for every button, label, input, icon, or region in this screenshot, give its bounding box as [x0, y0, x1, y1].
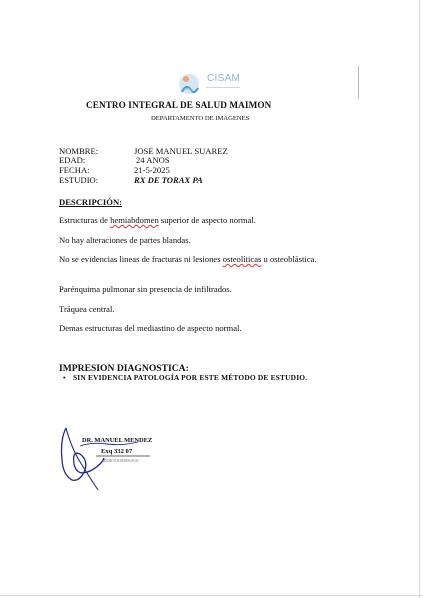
misspelled-word: osteolíticas [222, 254, 262, 264]
bullet-icon: • [63, 373, 66, 382]
logo-underline [206, 87, 240, 90]
text-run: superior de aspecto normal. [158, 215, 256, 225]
description-title: DESCRIPCIÓN: [59, 197, 123, 207]
description-paragraph-3 [59, 254, 339, 264]
study-label: ESTUDIO: [59, 175, 99, 185]
logo-text: CISAM [207, 73, 241, 84]
impression-item [63, 373, 308, 382]
misspelled-word: hemiabdomen [110, 215, 159, 225]
description-paragraph-6: Demas estructuras del mediastino de aspecto normal. [59, 323, 242, 333]
department-name: DEPARTAMENTO DE IMAGENES [151, 115, 250, 122]
date-label: FECHA: [59, 165, 90, 175]
page-edge-bottom [0, 595, 423, 596]
page-edge-right [419, 0, 420, 598]
margin-marker [358, 66, 359, 99]
cisam-logo [176, 70, 246, 102]
study-value: RX DE TORAX PA [134, 175, 203, 185]
logo-emblem-icon [176, 70, 206, 98]
age-value: 24 ANOS [136, 155, 170, 165]
description-paragraph-2: No hay alteraciones de partes blandas. [59, 235, 191, 245]
description-paragraph-1 [59, 215, 339, 225]
description-paragraph-5: Tráquea central. [59, 304, 115, 314]
impression-title: IMPRESION DIAGNOSTICA: [59, 363, 189, 374]
doctor-id: Exq 332 07 [101, 448, 133, 455]
doctor-role: MEDICO RADIOLOGO [102, 459, 139, 463]
name-value: JOSE MANUEL SUAREZ [134, 146, 228, 156]
signature-block [52, 420, 172, 495]
age-label: EDAD: [59, 155, 86, 165]
impression-text: SIN EVIDENCIA PATOLOGÍA POR ESTE MÉTODO DE ESTUDIO. [73, 373, 308, 382]
organization-name: CENTRO INTEGRAL DE SALUD MAIMON [86, 100, 272, 110]
text-run: Estructuras de [59, 215, 111, 225]
signature-stamp [52, 420, 172, 495]
name-label: NOMBRE: [59, 146, 99, 156]
text-run: No se evidencias lineas de fracturas ni lesiones [59, 254, 223, 264]
doctor-name: DR. MANUEL MENDEZ [82, 437, 153, 444]
date-value: 21-5-2025 [134, 165, 170, 175]
description-paragraph-4: Parénquima pulmonar sin presencia de infiltrados. [59, 284, 232, 294]
text-run: u osteoblástica. [261, 254, 317, 264]
